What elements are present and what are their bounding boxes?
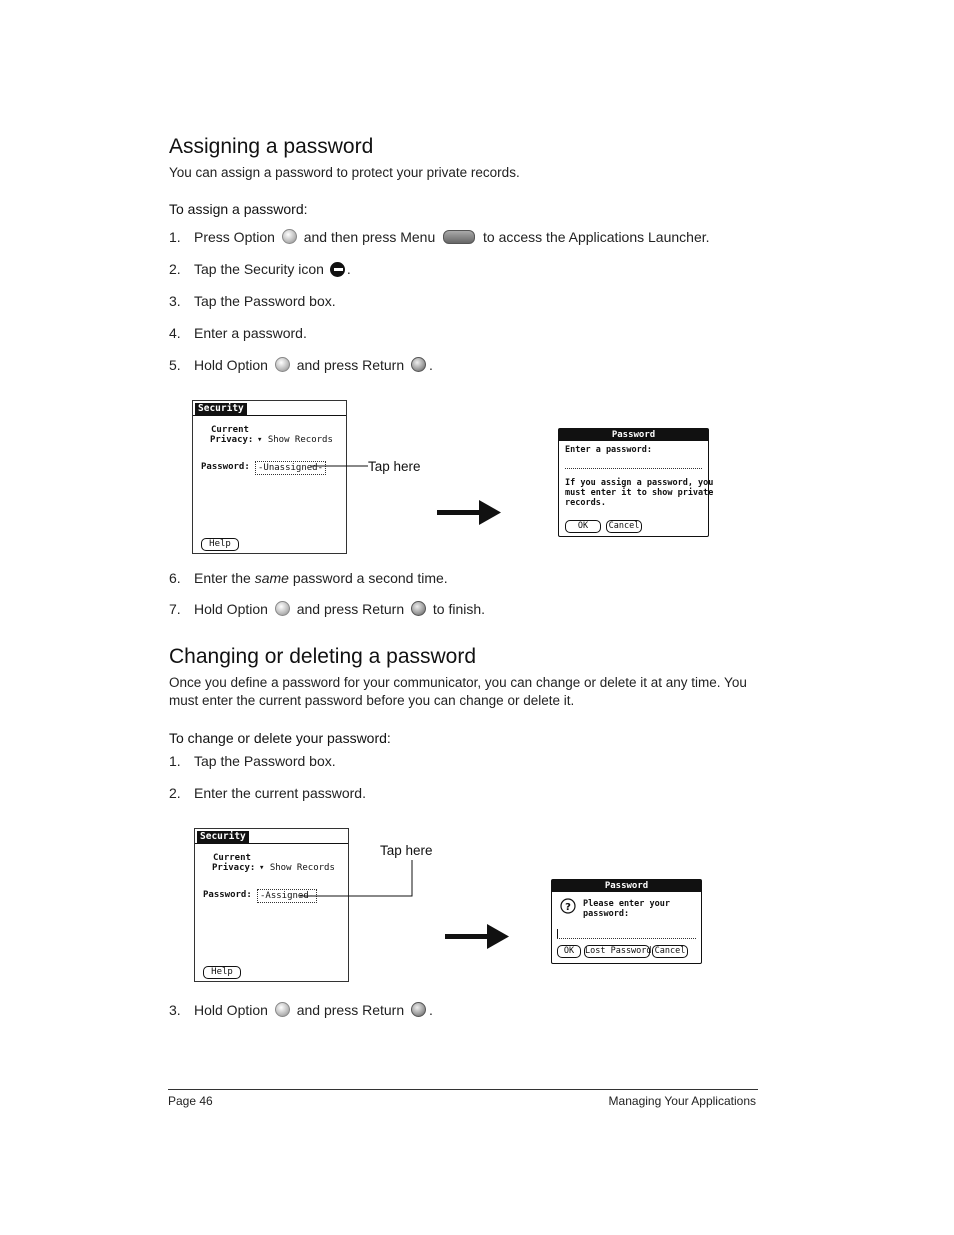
- callout-line: [300, 860, 415, 900]
- security-screen: [192, 400, 347, 554]
- step-text: password a second time.: [292, 570, 448, 586]
- section-intro-line: must enter the current password before you can change or delete it.: [169, 693, 575, 708]
- tap-here-callout: Tap here: [368, 459, 421, 474]
- cancel-button[interactable]: Cancel: [606, 520, 642, 533]
- step-6: [169, 570, 448, 586]
- divider: [193, 415, 346, 416]
- dialog-title: Password: [559, 429, 708, 441]
- step-1: [169, 229, 710, 245]
- privacy-value: Show Records: [267, 435, 333, 445]
- password-entry-line[interactable]: [557, 938, 696, 939]
- section-intro: You can assign a password to protect your private records.: [169, 165, 520, 180]
- step-2: [169, 785, 366, 801]
- step-text: and press Return: [296, 357, 405, 373]
- step-text: Enter the current password.: [194, 785, 366, 801]
- emphasis-text: same: [254, 570, 289, 586]
- screen-tab: Security: [197, 831, 249, 843]
- tap-here-callout: Tap here: [380, 843, 433, 858]
- current-label: Current: [213, 853, 251, 863]
- step-number: 1.: [169, 229, 181, 245]
- password-field[interactable]: -Assigned-: [257, 889, 317, 903]
- privacy-label: Privacy:: [210, 435, 254, 445]
- security-screen: [194, 828, 349, 982]
- arrow-icon: [445, 922, 511, 952]
- dialog-message-line: must enter it to show private: [565, 488, 714, 498]
- dialog-title: Password: [552, 880, 701, 892]
- return-button-icon: [411, 357, 426, 372]
- dialog-prompt: Please enter your: [583, 899, 670, 909]
- step-text: Hold Option: [194, 1002, 268, 1018]
- step-2: [169, 261, 351, 277]
- step-text: Press Option: [194, 229, 275, 245]
- menu-button-icon: [443, 230, 475, 244]
- dropdown-arrow-icon: ▾: [259, 863, 265, 873]
- text-cursor: [557, 929, 558, 938]
- step-text: Hold Option: [194, 601, 268, 617]
- option-button-icon: [275, 1002, 290, 1017]
- divider: [195, 843, 348, 844]
- step-text: .: [429, 357, 433, 373]
- dropdown-arrow-icon: ▾: [257, 435, 263, 445]
- return-button-icon: [411, 601, 426, 616]
- ok-button[interactable]: OK: [565, 520, 601, 533]
- step-text: Tap the Password box.: [194, 293, 336, 309]
- step-text: Tap the Security icon: [194, 261, 324, 277]
- option-button-icon: [282, 229, 297, 244]
- step-number: 6.: [169, 570, 181, 586]
- step-text: .: [429, 1002, 433, 1018]
- cancel-button[interactable]: Cancel: [652, 945, 688, 958]
- footer-rule: [168, 1089, 758, 1090]
- dialog-message-line: If you assign a password, you: [565, 478, 714, 488]
- password-label: Password:: [201, 462, 250, 472]
- chapter-title: Managing Your Applications: [608, 1094, 756, 1108]
- step-4: [169, 325, 307, 341]
- password-dialog: [551, 879, 702, 964]
- privacy-dropdown[interactable]: [257, 435, 333, 445]
- return-button-icon: [411, 1002, 426, 1017]
- step-text: .: [346, 261, 351, 277]
- step-text: to access the Applications Launcher.: [483, 229, 710, 245]
- step-text: and press Return: [296, 601, 405, 617]
- step-1: [169, 753, 336, 769]
- screen-tab: Security: [195, 403, 247, 415]
- step-7: [169, 601, 485, 617]
- step-number: 3.: [169, 1002, 181, 1018]
- step-number: 1.: [169, 753, 181, 769]
- step-number: 7.: [169, 601, 181, 617]
- section-intro-line: Once you define a password for your communicator, you can change or delete it at any time. You: [169, 675, 747, 690]
- security-icon: [330, 262, 345, 277]
- password-field[interactable]: -Unassigned-: [255, 461, 326, 475]
- password-entry-line[interactable]: [565, 468, 702, 469]
- step-3: [169, 1002, 433, 1018]
- ok-button[interactable]: OK: [557, 945, 581, 958]
- callout-line: [310, 460, 370, 470]
- procedure-title: To change or delete your password:: [169, 730, 391, 746]
- password-dialog: [558, 428, 714, 537]
- dialog-prompt: Enter a password:: [565, 445, 652, 455]
- password-label: Password:: [203, 890, 252, 900]
- dialog-message-line: records.: [565, 498, 606, 508]
- step-number: 4.: [169, 325, 181, 341]
- privacy-value: Show Records: [269, 863, 335, 873]
- arrow-icon: [437, 498, 503, 528]
- step-text: Tap the Password box.: [194, 753, 336, 769]
- page-number: Page 46: [168, 1094, 213, 1108]
- step-text: and press Return: [296, 1002, 405, 1018]
- help-button[interactable]: Help: [203, 966, 241, 979]
- current-label: Current: [211, 425, 249, 435]
- step-3: [169, 293, 336, 309]
- help-button[interactable]: Help: [201, 538, 239, 551]
- step-number: 2.: [169, 785, 181, 801]
- section-heading-assign: Assigning a password: [169, 135, 374, 158]
- step-text: to finish.: [432, 601, 486, 617]
- step-text: Enter the: [194, 570, 251, 586]
- section-heading-change: Changing or deleting a password: [169, 645, 477, 668]
- step-number: 2.: [169, 261, 181, 277]
- question-icon: [560, 898, 576, 914]
- svg-text:?: ?: [565, 902, 571, 913]
- step-5: [169, 357, 433, 373]
- procedure-title: To assign a password:: [169, 201, 308, 217]
- step-text: and then press Menu: [303, 229, 436, 245]
- step-text: Hold Option: [194, 357, 268, 373]
- step-number: 3.: [169, 293, 181, 309]
- option-button-icon: [275, 601, 290, 616]
- step-text: Enter a password.: [194, 325, 307, 341]
- option-button-icon: [275, 357, 290, 372]
- privacy-label: Privacy:: [212, 863, 256, 873]
- step-number: 5.: [169, 357, 181, 373]
- dialog-prompt: password:: [583, 909, 630, 919]
- lost-password-button[interactable]: Lost Password: [585, 946, 652, 956]
